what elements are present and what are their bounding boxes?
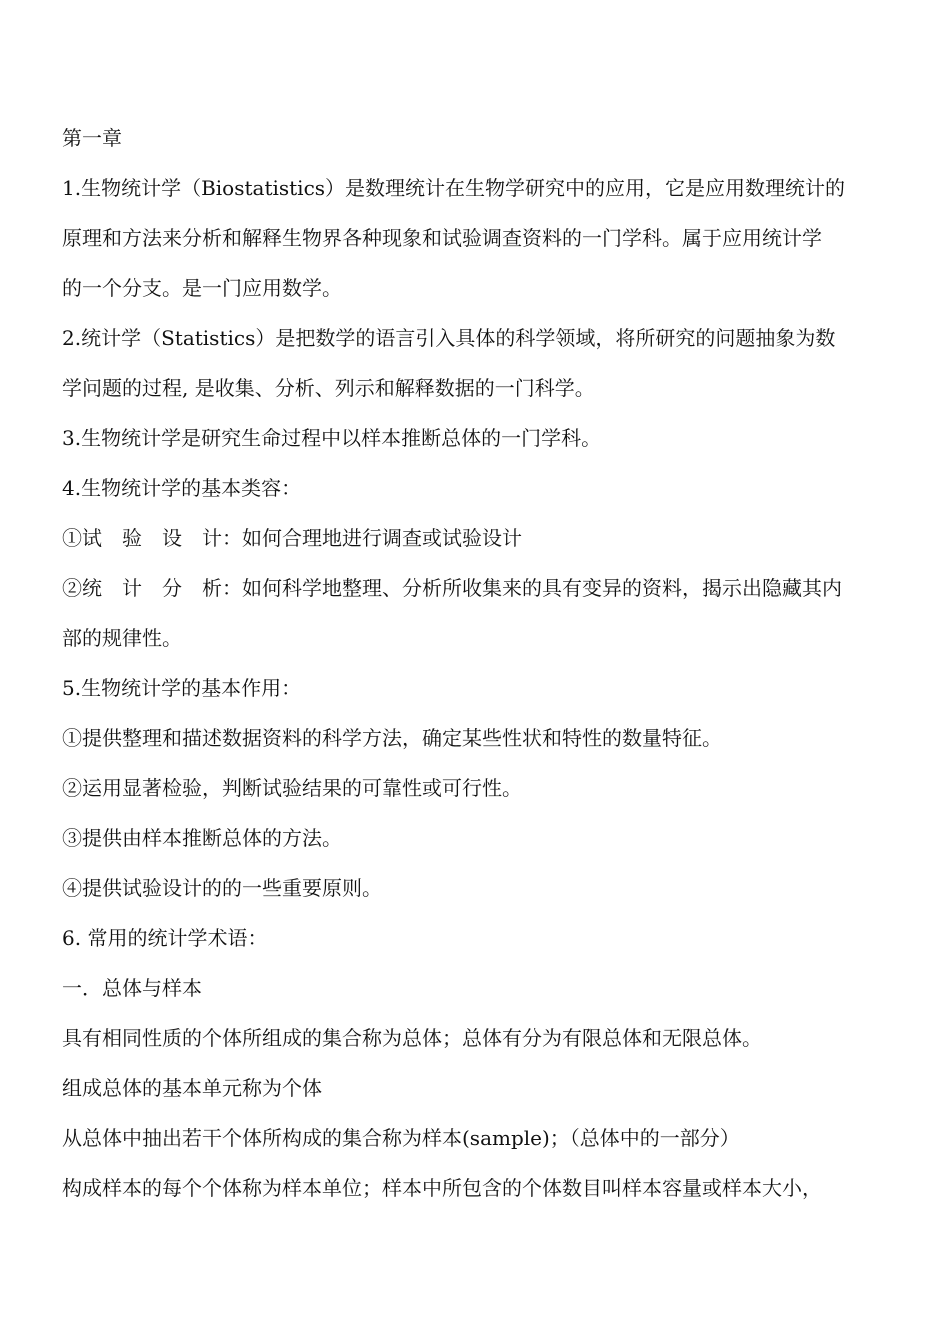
list-item: ②运用显著检验，判断试验结果的可靠性或可行性。 — [62, 776, 522, 800]
list-item: ④提供试验设计的的一些重要原则。 — [62, 876, 382, 900]
list-item: ②统 计 分 析：如何科学地整理、分析所收集来的具有变异的资料，揭示出隐藏其内 — [62, 576, 842, 600]
paragraph-line: 2.统计学（Statistics）是把数学的语言引入具体的科学领域，将所研究的问题抽象为数 — [62, 326, 836, 350]
paragraph-line: 的一个分支。是一门应用数学。 — [62, 276, 342, 300]
list-item: ①提供整理和描述数据资料的科学方法，确定某些性状和特性的数量特征。 — [62, 726, 722, 750]
paragraph-line: 组成总体的基本单元称为个体 — [62, 1076, 322, 1100]
paragraph-line: 原理和方法来分析和解释生物界各种现象和试验调查资料的一门学科。属于应用统计学 — [62, 226, 822, 250]
paragraph-line: 3.生物统计学是研究生命过程中以样本推断总体的一门学科。 — [62, 426, 602, 450]
section-heading: 一．总体与样本 — [62, 976, 202, 1000]
paragraph-line: 从总体中抽出若干个体所构成的集合称为样本(sample)；（总体中的一部分） — [62, 1126, 740, 1150]
paragraph-line: 构成样本的每个个体称为样本单位；样本中所包含的个体数目叫样本容量或样本大小， — [62, 1176, 822, 1200]
chapter-heading: 第一章 — [62, 126, 122, 150]
document-body — [62, 113, 902, 1213]
paragraph-line: 部的规律性。 — [62, 626, 182, 650]
paragraph-line: 具有相同性质的个体所组成的集合称为总体；总体有分为有限总体和无限总体。 — [62, 1026, 762, 1050]
list-item: ③提供由样本推断总体的方法。 — [62, 826, 342, 850]
paragraph-line: 5.生物统计学的基本作用： — [62, 676, 302, 700]
paragraph-line: 6. 常用的统计学术语： — [62, 926, 268, 950]
paragraph-line: 1.生物统计学（Biostatistics）是数理统计在生物学研究中的应用，它是应用数理统计的 — [62, 176, 846, 200]
paragraph-line: 学问题的过程, 是收集、分析、列示和解释数据的一门科学。 — [62, 376, 595, 400]
paragraph-line: 4.生物统计学的基本类容： — [62, 476, 302, 500]
list-item: ①试 验 设 计：如何合理地进行调查或试验设计 — [62, 526, 522, 550]
